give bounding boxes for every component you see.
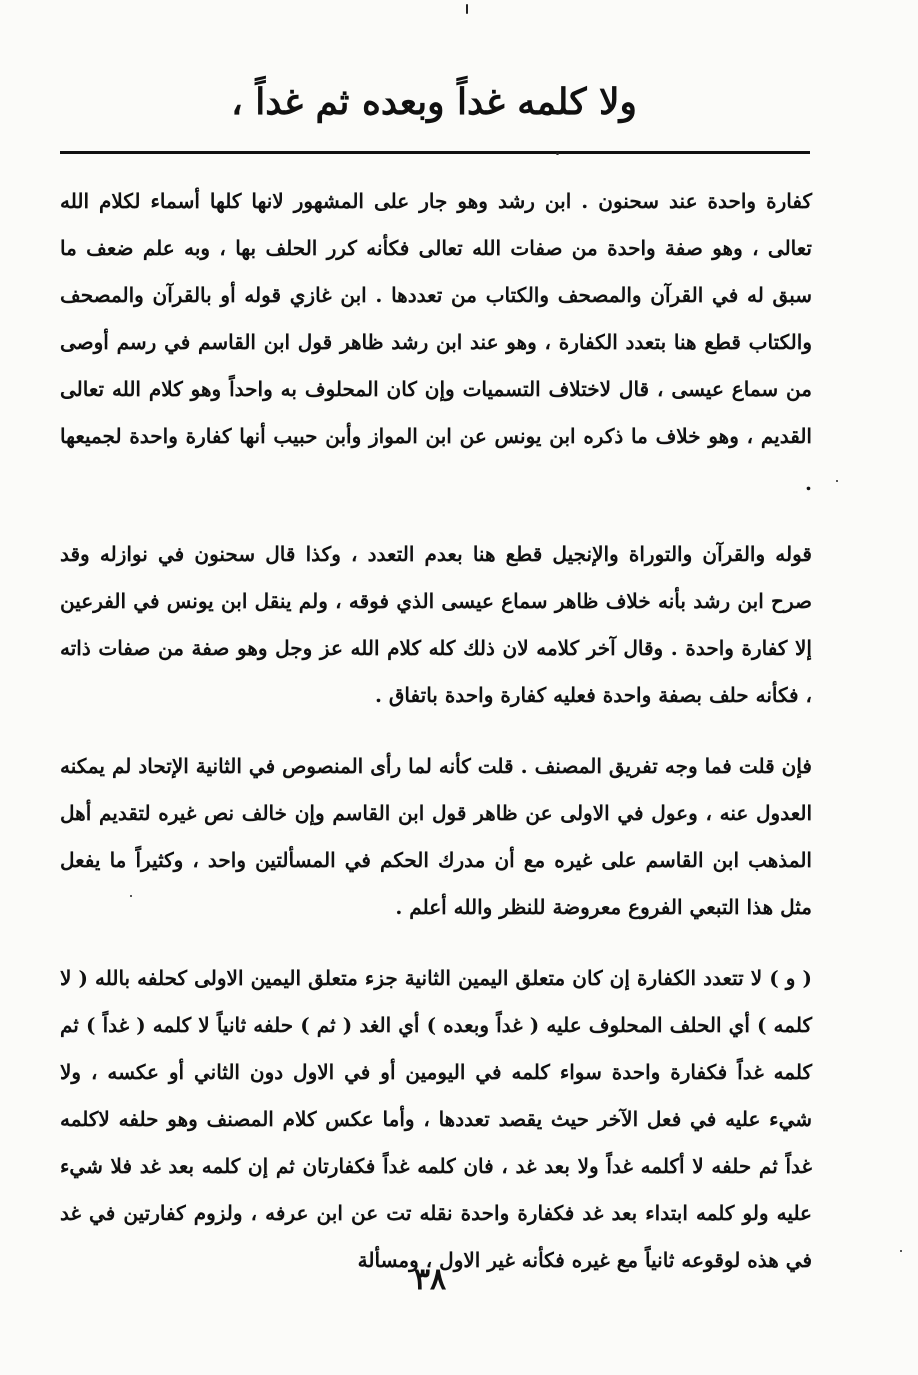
page-header (60, 72, 808, 142)
scan-speck (836, 480, 838, 482)
paragraph-3: فإن قلت فما وجه تفريق المصنف . قلت كأنه لما رأى المنصوص في الثانية الإتحاد لم يمكنه العدول عنه ، وعول في الاولى عن ظاهر قول ابن القاسم وإن خالف نص غيره لتقديم أهل المذهب ابن القاسم على غيره مع أن مدرك الحكم في المسألتين واحد ، وكثيراً ما يفعل مثل هذا التبعي الفروع معروضة للنظر والله أعلم . (60, 754, 812, 919)
page-title: ولا كلمه غداً وبعده ثم غداً ، (231, 81, 637, 123)
scan-speck (556, 152, 559, 155)
paragraph-4: ( و ) لا تتعدد الكفارة إن كان متعلق اليمين الثانية جزء متعلق اليمين الاولى كحلفه بالله ( لا كلمه ) أي الحلف المحلوف عليه ( غداً وبعده ) أي الغد ( ثم ) حلفه ثانياً لا كلمه ( غداً ) ثم كلمه غداً فكفارة واحدة سواء كلمه في اليومين أو في الاول دون الثاني أو عكسه ، ولا شيء عليه في فعل الآخر حيث يقصد تعددها ، وأما عكس كلام المصنف وهو حلفه لاكلمه غداً ثم حلفه لا أكلمه غداً ولا بعد غد ، فان كلمه غداً فكفارتان ثم إن كلمه بعد غد فلا شيء عليه ولو كلمه ابتداء بعد غد فكفارة واحدة نقله تت عن ابن عرفه ، ولزوم كفارتين في غد في هذه لوقوعه ثانياً مع غيره فكأنه غير الاول ، ومسألة (60, 966, 812, 1272)
body-text (60, 178, 812, 1308)
scan-speck (900, 1250, 902, 1252)
header-divider (60, 151, 810, 154)
page-number: ٣٨ (413, 1262, 447, 1297)
scan-speck (130, 895, 132, 897)
paragraph-1: كفارة واحدة عند سحنون . ابن رشد وهو جار على المشهور لانها كلها أسماء لكلام الله تعالى ، وهو صفة واحدة من صفات الله تعالى فكأنه كرر الحلف بها ، وبه علم ضعف ما سبق له في القرآن والمصحف والكتاب من تعددها . ابن غازي قوله أو بالقرآن والمصحف والكتاب قطع هنا بتعدد الكفارة ، وهو عند ابن رشد ظاهر قول ابن القاسم في رسم أوصى من سماع عيسى ، قال لاختلاف التسميات وإن كان المحلوف به واحداً وهو كلام الله تعالى القديم ، وهو خلاف ما ذكره ابن يونس عن ابن المواز وأبن حبيب أنها كفارة واحدة لجميعها . (60, 189, 812, 495)
scan-speck (466, 4, 468, 14)
paragraph-2: قوله والقرآن والتوراة والإنجيل قطع هنا بعدم التعدد ، وكذا قال سحنون في نوازله وقد صرح ابن رشد بأنه خلاف ظاهر سماع عيسى الذي فوقه ، ولم ينقل ابن يونس في الفرعين إلا كفارة واحدة . وقال آخر كلامه لان ذلك كله كلام الله عز وجل وهو صفة من صفات ذاته ، فكأنه حلف بصفة واحدة فعليه كفارة واحدة باتفاق . (60, 542, 812, 707)
